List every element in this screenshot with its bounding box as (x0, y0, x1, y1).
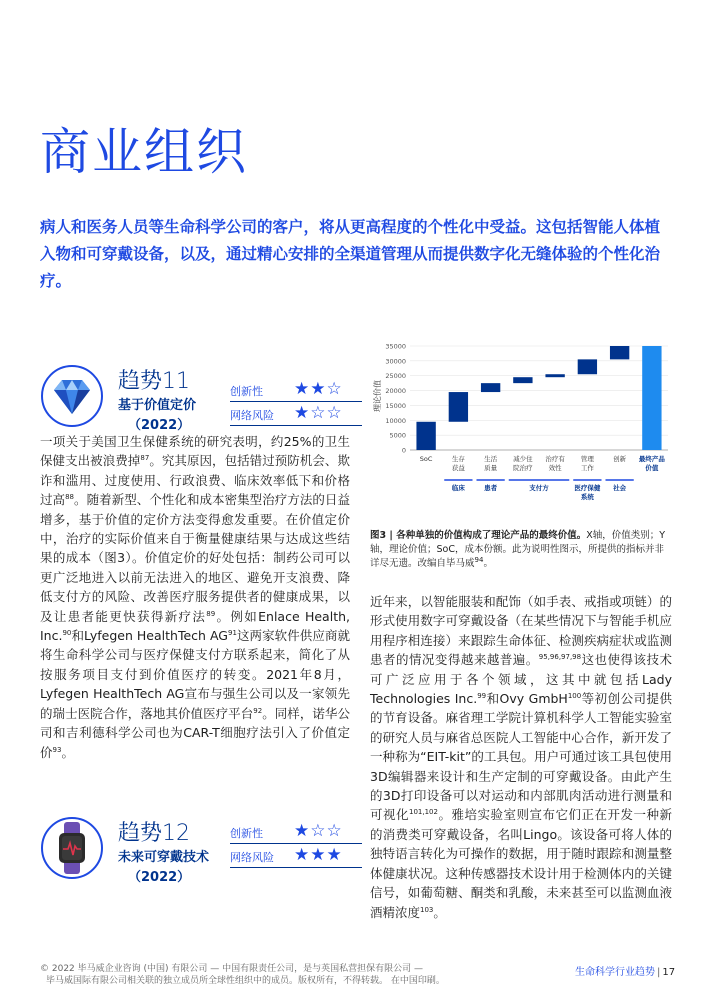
x-axis-labels (420, 454, 666, 472)
x-tick-label: 生存 (451, 455, 465, 463)
page-number: 17 (662, 967, 676, 978)
footer-line: © 2022 毕马威企业咨询 (中国) 有限公司 — 中国有限责任公司，是与英国私营担保有限公司 — (40, 964, 423, 974)
chart-bars (416, 346, 661, 450)
footnote-ref: 93 (52, 745, 62, 754)
group-label: 支付方 (529, 484, 549, 492)
caption-text: X轴，价值类别；Y轴，理论价值；SoC，成本份额。此为说明性图示，所提供的指标并非详尽无遗。改编自毕马威 (370, 530, 666, 569)
trend-11-header (40, 364, 360, 434)
footnote-ref: 103 (420, 905, 434, 914)
bar (513, 377, 532, 383)
trend-subtitle: 基于价值定价 (118, 398, 197, 413)
rating-label: 网络风险 (230, 409, 274, 422)
footnote-ref: 99 (477, 691, 487, 700)
footnote-ref: 94 (474, 555, 484, 564)
trend-12-header (40, 816, 360, 886)
text-run: 。例如Enlace Health, Inc. (40, 608, 350, 644)
left-column-text (40, 432, 350, 762)
group-label: 社会 (613, 484, 627, 492)
y-tick-label: 20000 (385, 387, 406, 396)
text-run: 一项关于美国卫生保健系统的研究表明，约25%的卫生保健支出被浪费掉 (40, 434, 350, 469)
text-run: 这也使得该技术可广泛应用于各个领域，这其中就包括Lady Technologies Inc. (370, 652, 672, 707)
footer-divider: | (657, 967, 661, 978)
bar (481, 383, 500, 392)
x-tick-label: 治疗有 (545, 455, 565, 463)
trend-subtitle: 未来可穿戴技术 (118, 850, 210, 865)
rating-label: 创新性 (230, 827, 263, 840)
star-rating-icon: ★☆☆ (294, 821, 343, 841)
footnote-ref: 95,96,97,98 (538, 653, 582, 662)
x-tick-label: 质量 (484, 464, 498, 472)
star-rating-icon: ★★☆ (294, 379, 343, 399)
x-tick-label: 生活 (484, 455, 498, 463)
right-column-text (370, 592, 672, 922)
group-label: 临床 (451, 484, 465, 492)
footer-copyright (40, 963, 560, 987)
y-tick-label: 35000 (385, 342, 406, 351)
rating-label: 创新性 (230, 385, 263, 398)
x-tick-label: 最终产品 (638, 455, 665, 463)
y-axis-ticks (385, 343, 406, 455)
x-tick-label: 获益 (451, 464, 465, 472)
footer-page-info (575, 963, 675, 978)
bar (578, 359, 597, 374)
category-groups (444, 480, 634, 501)
y-tick-label: 30000 (385, 357, 406, 366)
page-title: 商业组织 (40, 123, 248, 181)
bar (642, 346, 661, 450)
text-run: 近年来，以智能服装和配饰（如手表、戒指或项链）的形式使用数字可穿戴设备（在某些情况下与智能手机应用程序相连接）来跟踪生命体征、检测疾病症状或监测患者的情况变得越来越普遍。 (370, 594, 672, 668)
caption-end: 。 (483, 558, 493, 569)
star-rating-icon: ★★★ (294, 845, 343, 865)
x-tick-label: 创新 (613, 455, 627, 463)
text-run: 这两家软件供应商就将生命科学公司与医疗保健支付方联系起来，简化了从按服务项目支付到价值医疗的转变。2021年8月，Lyfegen HealthTech AG宣布与强生公司以及一家领先的瑞士医院合作，落地其价值医疗平台 (40, 628, 350, 721)
x-tick-label: 效性 (548, 464, 562, 472)
smartwatch-icon (40, 816, 104, 880)
rating-label: 网络风险 (230, 851, 274, 864)
footnote-ref: 101,102 (409, 808, 438, 817)
text-run: 。究其原因，包括错过预防机会、欺诈和滥用、过度使用、行政浪费、临床效率低下和价格过高 (40, 453, 350, 508)
group-label: 系统 (580, 493, 594, 501)
cyber-risk-rating (230, 404, 362, 426)
intro-paragraph: 病人和医务人员等生命科学公司的客户，将从更高程度的个性化中受益。这包括智能人体植入物和可穿戴设备，以及，通过精心安排的全渠道管理从而提供数字化无缝体验的个性化治疗。 (40, 218, 661, 290)
footnote-ref: 90 (62, 628, 72, 637)
text-run: 和Lyfegen HealthTech AG (71, 628, 228, 644)
y-tick-label: 25000 (385, 372, 406, 381)
y-axis-label: 理论价值 (373, 380, 382, 412)
y-tick-label: 0 (401, 446, 406, 455)
x-tick-label: 管理 (580, 455, 594, 463)
bar (545, 374, 564, 377)
footnote-ref: 89 (206, 609, 216, 618)
group-label: 医疗保健 (574, 484, 601, 492)
footnote-ref: 100 (567, 691, 582, 700)
caption-title: 图3 | 各种单独的价值构成了理论产品的最终价值。 (370, 530, 587, 541)
waterfall-chart (370, 334, 672, 514)
text-run: 。随着新型、个性化和成本密集型治疗方法的日益增多，基于价值的定价方法变得愈发重要。在价值定价中，治疗的实际价值来自于衡量健康结果与达成这些结果的成本（图3）。价值定价的好处包括：制药公司可以更广泛地进入以前无法进入的地区、避免开支浪费、降低支付方的风险、改善医疗服务提供者的健康成果，以及让患者能更快获得新疗法 (40, 492, 350, 624)
x-tick-label: 减少住 (513, 455, 533, 463)
bar (416, 422, 435, 450)
y-tick-label: 10000 (385, 416, 406, 425)
y-tick-label: 5000 (389, 431, 406, 440)
innovation-rating (230, 380, 362, 402)
footer-section-title: 生命科学行业趋势 (575, 967, 655, 978)
group-label: 患者 (484, 484, 498, 492)
trend-title: 趋势12 (118, 821, 190, 846)
text-run: 和Ovy GmbH (486, 691, 568, 707)
text-run: 。雅培实验室则宣布它们正在开发一种新的消费类可穿戴设备，名叫Lingo。该设备可将人体的独特语言转化为可操作的数据，用于随时跟踪和测量整体健康状况。这种传感器技术设计用于检测体内的关键信号，如葡萄糖、酮类和乳酸，未来甚至可以监测血液酒精浓度 (370, 807, 672, 920)
x-tick-label: 价值 (645, 464, 659, 472)
trend-title: 趋势11 (118, 369, 190, 394)
chart-svg (370, 334, 672, 514)
footnote-ref: 88 (65, 493, 75, 502)
bar (610, 346, 629, 359)
footer-line: 毕马威国际有限公司相关联的独立成员所全球性组织中的成员。版权所有，不得转载。 在中国印刷。 (46, 976, 445, 986)
text-run: 。 (433, 904, 446, 920)
text-run: 。同样，诺华公司和吉利德科学公司也为CAR-T细胞疗法引入了价值定价 (40, 705, 350, 760)
x-tick-label: SoC (419, 455, 433, 463)
trend-year: （2022） (128, 870, 191, 885)
footnote-ref: 87 (140, 454, 150, 463)
text-run: 。 (61, 744, 74, 760)
x-tick-label: 院治疗 (513, 464, 533, 472)
diamond-icon (40, 364, 104, 428)
figure-caption (370, 529, 672, 571)
x-tick-label: 工作 (580, 464, 594, 472)
footnote-ref: 91 (228, 628, 237, 637)
innovation-rating (230, 822, 362, 844)
cyber-risk-rating (230, 846, 362, 868)
footnote-ref: 92 (253, 706, 263, 715)
y-tick-label: 15000 (385, 401, 406, 410)
text-run: 等初创公司提供的节育设备。麻省理工学院计算机科学人工智能实验室的研究人员与麻省总医院人工智能中心合作，新开发了一种称为“EIT-kit”的工具包。用户可通过该工具包使用3D编辑器来设计和生产定制的可穿戴设备。由此产生的3D打印设备可以对运动和内部肌肉活动进行测量和可视化 (370, 691, 672, 823)
bar (449, 392, 468, 422)
trend-year: （2022） (128, 418, 191, 433)
star-rating-icon: ★☆☆ (294, 403, 343, 423)
